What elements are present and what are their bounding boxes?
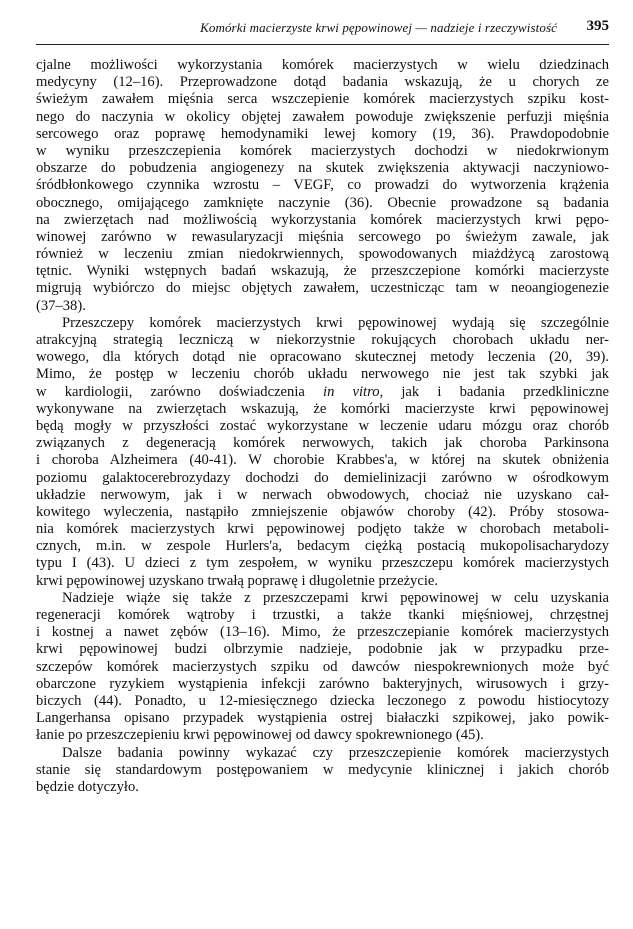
text-line: również w leczeniu zmian niedokrwiennych, spowodowanych miażdżycą zarostową — [36, 246, 609, 263]
text-line: związanych z degeneracją komórek nerwowych, takich jak choroba Parkinsona — [36, 435, 609, 452]
text-line: Nadzieje wiąże się także z przeszczepami krwi pępowinowej w celu uzyskania — [62, 589, 609, 606]
text-line: śródbłonkowego czynnika wzrostu – VEGF, co prowadzi do wytworzenia krążenia — [36, 177, 609, 194]
text-line: w wyniku przeszczepienia komórek macierzystych dochodzi w niedokrwionym — [36, 142, 609, 159]
paragraph — [36, 745, 609, 797]
text-line: atrakcyjną strategią leczniczą w niekorzystnie rokujących chorobach układu ner- — [36, 332, 609, 348]
text-line: wykonywane na zwierzętach wskazują, że komórki macierzyste krwi pępowinowej — [36, 400, 609, 417]
text-line: kowitego wyleczenia, nastąpiło zmniejszenie objawów choroby (42). Próby stosowa- — [36, 503, 609, 520]
text-line: Dalsze badania powinny wykazać czy przeszczepienie komórek macierzystych — [62, 744, 609, 761]
text-line: na zwierzętach nad możliwością wykorzystania komórek macierzystych krwi pępo- — [36, 211, 609, 228]
page-number: 395 — [586, 18, 609, 34]
text-line: nego do naczynia w okolicy objętej zawałem powoduje zwiększenie perfuzji mięśnia — [36, 108, 609, 125]
text-line: cznych, m.in. w zespole Hurlers'a, bedacym ciężką postacią mukopolisacharydozy — [36, 538, 609, 555]
text-line: Mimo, że postęp w leczeniu chorób układu nerwowego nie jest tak szybki jak — [36, 366, 609, 383]
text-line: typu I (43). U dzieci z tym zespołem, w wyniku przeszczepu komórek macierzystych — [36, 555, 609, 572]
text-line: Przeszczepy komórek macierzystych krwi pępowinowej wydają się szczególnie — [62, 314, 609, 331]
paragraph — [36, 57, 609, 315]
text-line: stanie się standardowym postępowaniem w medycynie klinicznej i jakich chorób — [36, 761, 609, 778]
text-line: świeżym zawałem mięśnia serca wszczepienie komórek macierzystych szpiku kost- — [36, 91, 609, 108]
text-line: w kardiologii, zarówno doświadczenia in vitro, jak i badania przedkliniczne — [36, 383, 610, 400]
body-text — [36, 57, 609, 796]
text-line: cjalne możliwości wykorzystania komórek macierzystych w wielu dziedzinach — [36, 57, 609, 73]
text-line: szczepów komórek macierzystych szpiku od dawców niespokrewnionych może być — [36, 658, 609, 675]
text-line: wowego, dla których dotąd nie opracowano skutecznej metody leczenia (20, 39). — [36, 349, 609, 366]
paragraph — [36, 590, 609, 745]
text-line: obocznego, omijającego zamknięte naczynie (36). Obecnie prowadzone są badania — [36, 194, 609, 211]
text-line: nia komórek macierzystych krwi pępowinowej podjęto także w chorobach metaboli- — [36, 521, 609, 538]
text-line: Langerhansa opisano przypadek wystąpienia ostrej białaczki szpikowej, jako powik- — [36, 710, 609, 727]
running-header — [36, 14, 609, 45]
text-line: poziomu galaktocerebrozydazy dochodzi do demielinizacji zarówno w ośrodkowym — [36, 469, 609, 486]
italic-term: in vitro — [323, 383, 380, 400]
text-line: i choroba Alzheimera (40-41). W chorobie Krabbes'a, w której na skutek obniżenia — [36, 452, 609, 469]
text-line: będzie dotyczyło. — [36, 778, 139, 795]
text-line: tętnic. Wyniki wstępnych badań wskazują, że przeszczepione komórki macierzyste — [36, 263, 609, 280]
text-line: układzie nerwowym, jak i w nerwach obwodowych, chociaż nie uzyskano cał- — [36, 486, 609, 503]
text-line: łanie po przeszczepieniu krwi pępowinowej od dawcy spokrewnionego (45). — [36, 727, 484, 744]
text-line: medycyny (12–16). Przeprowadzone dotąd badania wskazują, że u chorych ze — [36, 74, 609, 91]
text-line: obarczone ryzykiem wystąpienia infekcji zarówno bakteryjnych, wirusowych i grzy- — [36, 675, 609, 692]
text-line: regeneracji komórek wątroby i trzustki, a także tkanki mięśniowej, chrzęstnej — [36, 607, 609, 623]
text-line: krwi pępowinowej uzyskano trwałą poprawę i długoletnie przeżycie. — [36, 572, 438, 589]
text-line: będą mogły w przyszłości zostać wykorzystane w leczenie udaru mózgu oraz chorób — [36, 417, 609, 434]
running-title: Komórki macierzyste krwi pępowinowej — nadzieje i rzeczywistość — [200, 20, 557, 35]
text-line: krwi pępowinowej budzi olbrzymie nadzieje, podobnie jak w przypadku prze- — [36, 641, 609, 658]
paragraph — [36, 315, 609, 590]
text-line: winowej zarówno w rewasularyzacji mięśnia sercowego po świeżym zawale, jak — [36, 228, 609, 245]
text-line: (37–38). — [36, 297, 86, 314]
text-line: obszarze do pobudzenia angiogenezy na skutek zwiększenia aktywacji naczyniowo- — [36, 160, 609, 177]
text-line: biczych (44). Ponadto, u 12-miesięcznego dziecka leczonego z powodu histiocytozy — [36, 692, 609, 709]
text-line: i kostnej a nawet zębów (13–16). Mimo, że przeszczepianie komórek macierzystych — [36, 624, 609, 641]
text-line: migrują wybiórczo do miejsc objętych zawałem, uczestnicząc tam w neoangiogenezie — [36, 280, 609, 297]
text-line: sercowego oraz poprawę hemodynamiki lewej komory (19, 36). Prawdopodobnie — [36, 125, 609, 142]
